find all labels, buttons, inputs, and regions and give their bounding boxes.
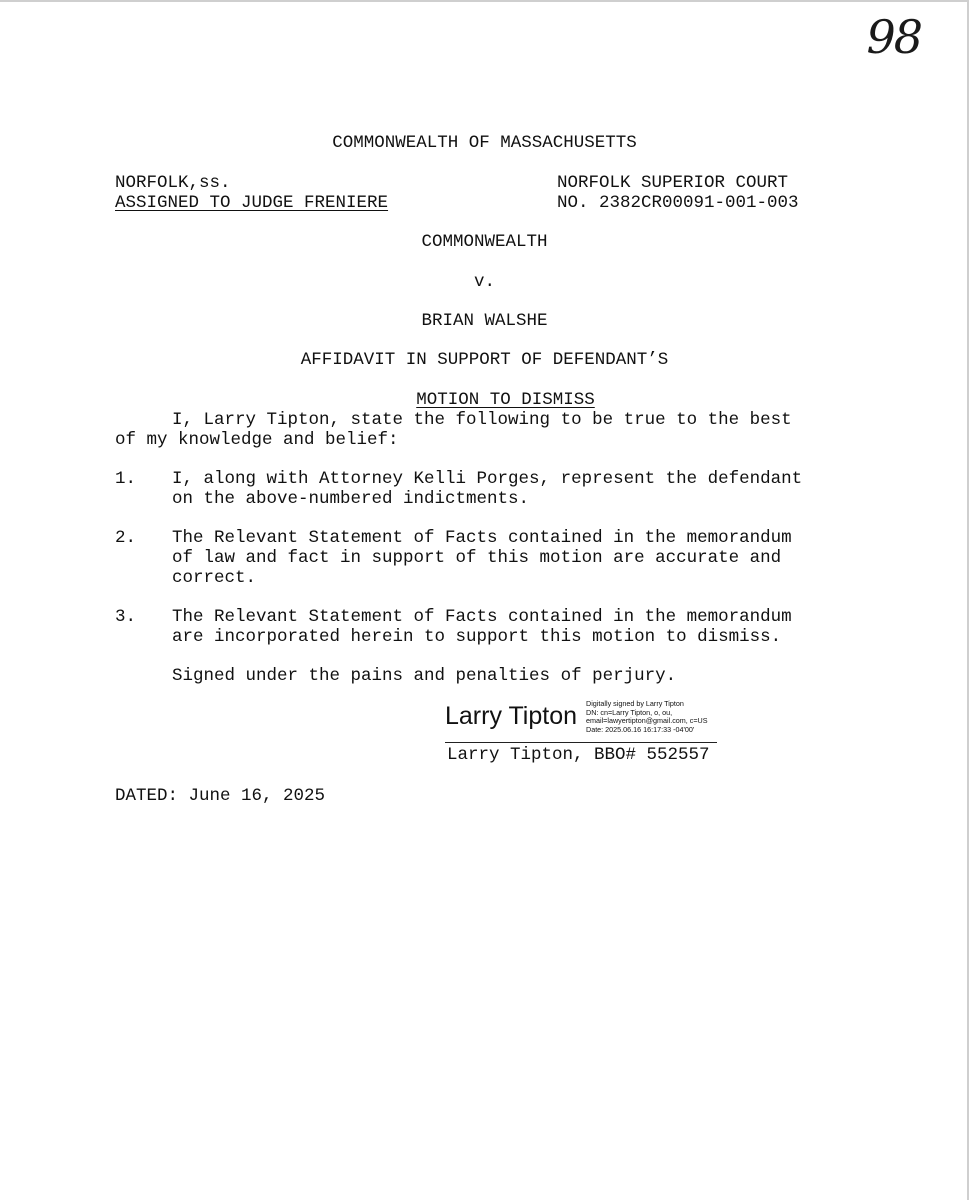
digital-signature-details [586, 700, 708, 734]
intro-line2: of my knowledge and belief: [115, 430, 399, 450]
affidavit-title-line1: AFFIDAVIT IN SUPPORT OF DEFENDANT’S [300, 350, 669, 370]
versus: v. [473, 272, 495, 292]
digital-signature-name: Larry Tipton [445, 702, 578, 730]
intro-line1: I, Larry Tipton, state the following to be true to the best [172, 410, 792, 430]
digital-signature-line: Date: 2025.06.16 16:17:33 -04'00' [586, 724, 695, 734]
county: NORFOLK,ss. [115, 173, 231, 193]
item-3-number: 3. [115, 607, 137, 627]
item-3-line1: The Relevant Statement of Facts contained in the memorandum [172, 607, 792, 627]
item-3-line2: are incorporated herein to support this motion to dismiss. [172, 627, 782, 647]
closing-statement: Signed under the pains and penalties of perjury. [172, 666, 677, 686]
digital-signature-line: DN: cn=Larry Tipton, o, ou, [586, 707, 673, 717]
court-name: NORFOLK SUPERIOR COURT [557, 173, 789, 193]
item-1-line1: I, along with Attorney Kelli Porges, represent the defendant [172, 469, 803, 489]
handwritten-page-number: 98 [866, 10, 921, 64]
item-2-line2: of law and fact in support of this motion are accurate and [172, 548, 782, 568]
defendant: BRIAN WALSHE [421, 311, 548, 331]
commonwealth-title: COMMONWEALTH OF MASSACHUSETTS [332, 133, 637, 153]
signature-line [445, 742, 717, 743]
page-edge-top [0, 0, 969, 2]
digital-signature-line: email=lawyertipton@gmail.com, c=US [586, 716, 708, 726]
plaintiff: COMMONWEALTH [421, 232, 548, 252]
item-1-number: 1. [115, 469, 137, 489]
assigned-judge: ASSIGNED TO JUDGE FRENIERE [115, 193, 389, 213]
item-2-line3: correct. [172, 568, 257, 588]
digital-signature-line: Digitally signed by Larry Tipton [586, 699, 684, 708]
printed-signer-name: Larry Tipton, BBO# 552557 [447, 745, 710, 765]
case-number: NO. 2382CR00091-001-003 [557, 193, 799, 213]
dated-line: DATED: June 16, 2025 [115, 786, 326, 806]
item-2-line1: The Relevant Statement of Facts contained in the memorandum [172, 528, 792, 548]
affidavit-title-line2: MOTION TO DISMISS [416, 390, 595, 410]
item-2-number: 2. [115, 528, 137, 548]
item-1-line2: on the above-numbered indictments. [172, 489, 530, 509]
